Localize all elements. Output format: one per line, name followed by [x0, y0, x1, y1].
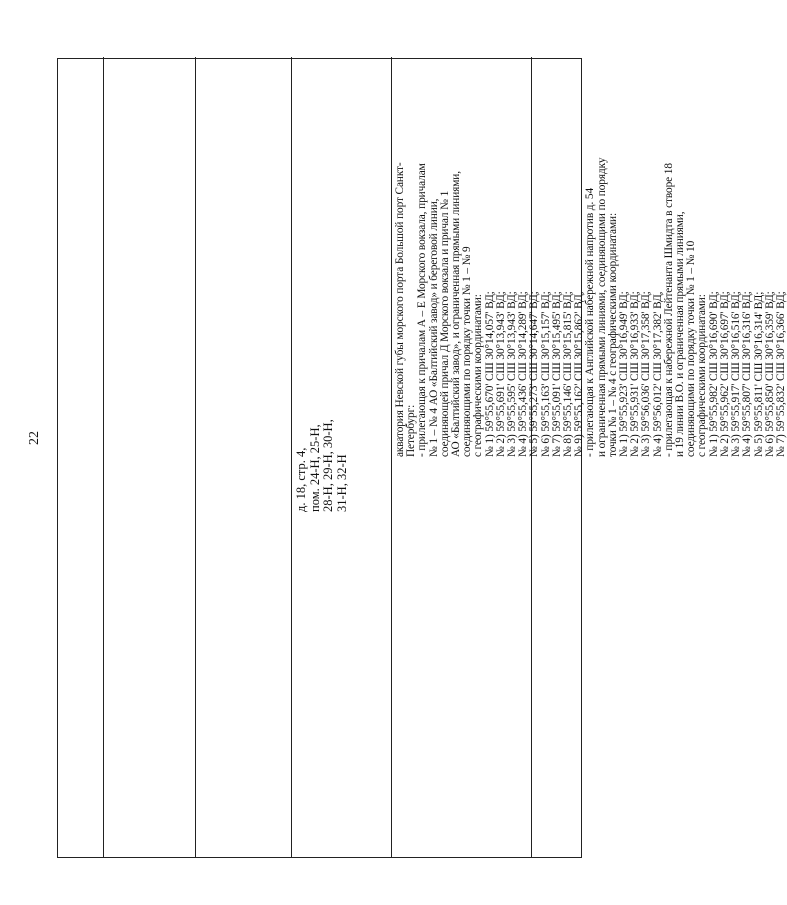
- description-line: № 3) 59°55,917' СШ 30°16,516' ВД;: [730, 291, 743, 457]
- description-line: № 3) 59°56,036' СШ 30°17,358' ВД;: [640, 291, 653, 457]
- address-line: д. 18, стр. 4,: [294, 447, 308, 512]
- description-line: № 8) 59°55,146' СШ 30°15,815' ВД;: [562, 291, 575, 457]
- document-table: [57, 58, 787, 858]
- description-line: № 9) 59°55,162' СШ 30°15,862' ВД,: [573, 291, 586, 457]
- description-line: - прилегающая к набережной Лейтенанта Шмидта в створе 18: [662, 163, 675, 457]
- description-line: Петербург:: [405, 404, 418, 457]
- description-line: № 5) 59°55,811' СШ 30°16,314' ВД;: [752, 291, 765, 457]
- description-line: - прилегающая к причалам А – Е Морского вокзала, причалам: [416, 163, 429, 457]
- description-line: № 1) 59°55,670' СШ 30°14,057' ВД;: [483, 291, 496, 457]
- description-line: № 1) 59°55,923' СШ 30°16,949' ВД;: [618, 291, 631, 457]
- description-line: соединяющими по порядку точки № 1 – № 9: [461, 246, 474, 457]
- table-row: [57, 58, 787, 858]
- description-line: № 2) 59°55,691' СШ 30°13,943' ВД;: [494, 291, 507, 457]
- description-line: № 4) 59°55,807' СШ 30°16,316' ВД;: [741, 291, 754, 457]
- column-divider: [195, 57, 196, 857]
- column-divider: [391, 57, 392, 857]
- description-line: с географическими координатами:: [472, 294, 485, 457]
- description-line: № 5) 59°55,273' СШ 30°14,647' ВД;: [528, 291, 541, 457]
- description-line: АО «Балтийский завод», и ограниченная прямыми линиями,: [450, 171, 463, 457]
- description-cell: [395, 62, 787, 457]
- description-line: № 7) 59°55,091' СШ 30°15,495' ВД;: [550, 291, 563, 457]
- description-line: точки № 1 – № 4 с географическими координатами:: [606, 213, 619, 457]
- description-line: № 1 – № 4 АО «Балтийский завод» и береговой линии,: [427, 198, 440, 457]
- address-cell: [295, 417, 349, 512]
- description-line: № 4) 59°56,012' СШ 30°17,382' ВД,: [651, 291, 664, 457]
- description-line: № 6) 59°55,850' СШ 30°16,359' ВД;: [763, 291, 776, 457]
- description-line: соединяющей причал Д Морского вокзала и причал № 1: [438, 190, 451, 457]
- description-line: № 4) 59°55,436' СШ 30°14,289' ВД;: [517, 291, 530, 457]
- address-line: пом. 24-Н, 25-Н,: [307, 424, 322, 512]
- page-number: 22: [27, 431, 42, 445]
- description-line: № 6) 59°55,163' СШ 30°15,157' ВД;: [539, 291, 552, 457]
- description-line: акватория Невской губы морского порта Большой порт Санкт-: [394, 162, 406, 457]
- description-line: соединяющими по порядку точки № 1 – № 10: [685, 240, 698, 457]
- description-line: № 3) 59°55,595' СШ 30°13,943' ВД;: [506, 291, 519, 457]
- address-line: 28-Н, 29-Н, 30-Н,: [321, 419, 335, 512]
- description-line: № 2) 59°55,962' СШ 30°16,697' ВД;: [718, 291, 731, 457]
- description-line: и 19 линии В.О. и ограниченная прямыми линиями,: [674, 211, 687, 457]
- description-line: и ограниченная прямыми линиями, соединяющими по порядку: [595, 157, 608, 457]
- address-line: 31-Н, 32-Н: [334, 454, 349, 512]
- column-divider: [291, 57, 292, 857]
- description-line: № 1) 59°55,982' СШ 30°16,690' ВД;: [707, 291, 720, 457]
- column-divider: [103, 57, 104, 857]
- description-line: № 2) 59°55,931' СШ 30°16,933' ВД;: [629, 291, 642, 457]
- description-line: с географическими координатами:: [696, 294, 709, 457]
- description-line: - прилегающая к Английской набережной напротив д. 54: [584, 188, 597, 457]
- description-line: № 7) 59°55,832' СШ 30°16,366' ВД;: [774, 291, 787, 457]
